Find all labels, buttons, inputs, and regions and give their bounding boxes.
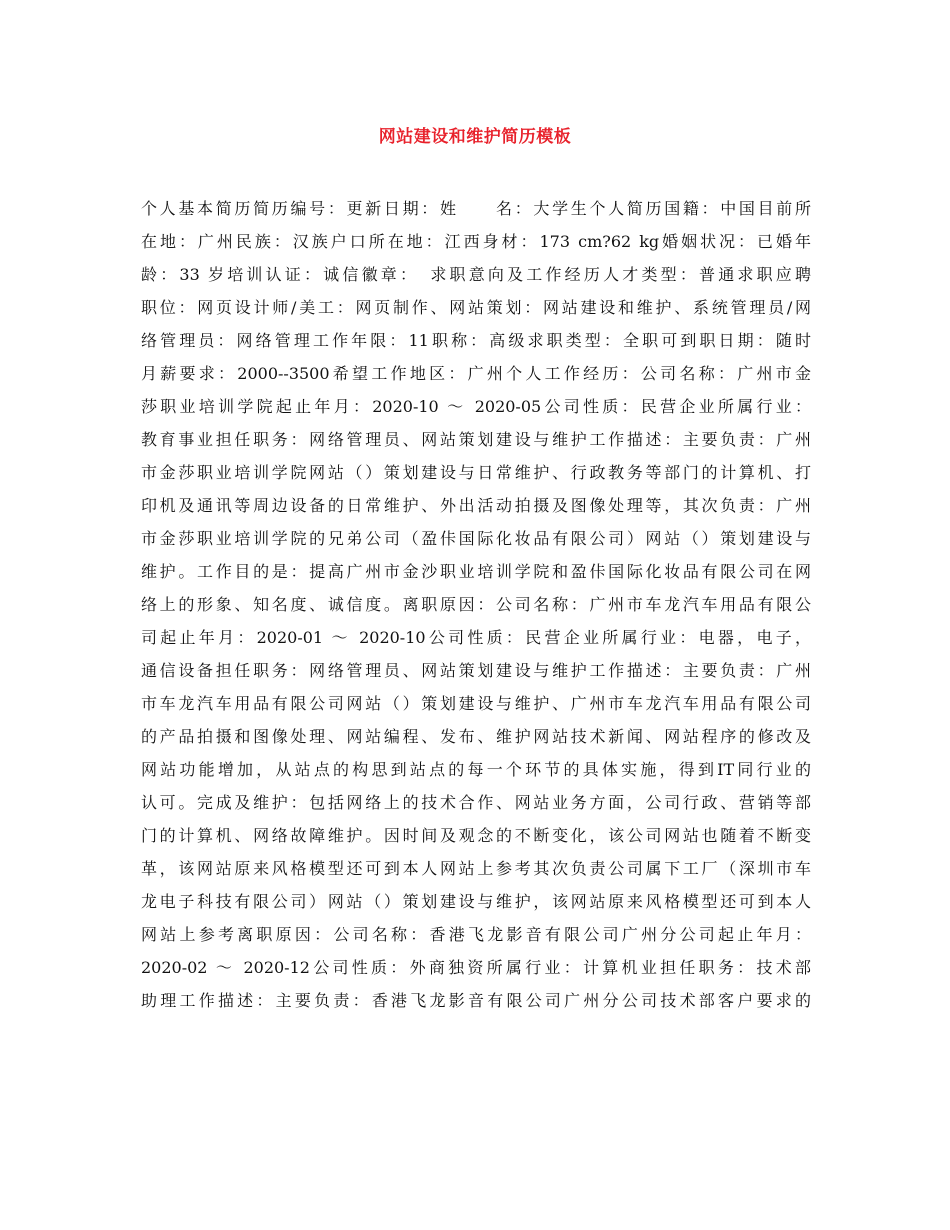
body-line: 网站功能增加，从站点的构思到站点的每一个环节的具体实施，得到IT同行业的 [141, 760, 811, 779]
body-line: 月薪要求：2000--3500希望工作地区：广州个人工作经历：公司名称：广州市金 [141, 364, 811, 383]
body-line: 印机及通讯等周边设备的日常维护、外出活动拍摄及图像处理等，其次负责：广州 [141, 496, 811, 515]
body-line: 助理工作描述：主要负责：香港飞龙影音有限公司广州分公司技术部客户要求的 [141, 991, 811, 1010]
resume-body [141, 192, 811, 1017]
body-line: 龄：33 岁培训认证：诚信徽章： 求职意向及工作经历人才类型：普通求职应聘 [141, 265, 811, 284]
body-line: 革，该网站原来风格模型还可到本人网站上参考其次负责公司属下工厂（深圳市车 [141, 859, 811, 878]
body-line: 教育事业担任职务：网络管理员、网站策划建设与维护工作描述：主要负责：广州 [141, 430, 811, 449]
body-line: 在地：广州民族：汉族户口所在地：江西身材：173 cm?62 kg婚姻状况：已婚年 [141, 232, 811, 251]
body-line: 络管理员：网络管理工作年限：11职称：高级求职类型：全职可到职日期：随时 [141, 331, 811, 350]
body-line: 门的计算机、网络故障维护。因时间及观念的不断变化，该公司网站也随着不断变 [141, 826, 811, 845]
body-line: 市金莎职业培训学院的兄弟公司（盈佧国际化妆品有限公司）网站（）策划建设与 [141, 529, 811, 548]
body-line: 个人基本简历简历编号：更新日期：姓 名：大学生个人简历国籍：中国目前所 [141, 199, 811, 218]
document-title: 网站建设和维护简历模板 [378, 127, 572, 147]
body-line: 2020-02 ～ 2020-12公司性质：外商独资所属行业：计算机业担任职务：技术部 [141, 958, 811, 977]
body-line: 龙电子科技有限公司）网站（）策划建设与维护，该网站原来风格模型还可到本人 [141, 892, 811, 911]
body-line: 司起止年月：2020-01 ～ 2020-10公司性质：民营企业所属行业：电器，电子， [141, 628, 811, 647]
body-line: 网站上参考离职原因：公司名称：香港飞龙影音有限公司广州分公司起止年月： [141, 925, 811, 944]
body-line: 维护。工作目的是：提高广州市金沙职业培训学院和盈佧国际化妆品有限公司在网 [141, 562, 811, 581]
body-line: 莎职业培训学院起止年月：2020-10 ～ 2020-05公司性质：民营企业所属行业： [141, 397, 811, 416]
body-line: 认可。完成及维护：包括网络上的技术合作、网站业务方面，公司行政、营销等部 [141, 793, 811, 812]
body-line: 络上的形象、知名度、诚信度。离职原因：公司名称：广州市车龙汽车用品有限公 [141, 595, 811, 614]
body-line: 职位：网页设计师/美工：网页制作、网站策划：网站建设和维护、系统管理员/网 [141, 298, 811, 317]
body-line: 市车龙汽车用品有限公司网站（）策划建设与维护、广州市车龙汽车用品有限公司 [141, 694, 811, 713]
body-line: 通信设备担任职务：网络管理员、网站策划建设与维护工作描述：主要负责：广州 [141, 661, 811, 680]
body-line: 市金莎职业培训学院网站（）策划建设与日常维护、行政教务等部门的计算机、打 [141, 463, 811, 482]
body-line: 的产品拍摄和图像处理、网站编程、发布、维护网站技术新闻、网站程序的修改及 [141, 727, 811, 746]
